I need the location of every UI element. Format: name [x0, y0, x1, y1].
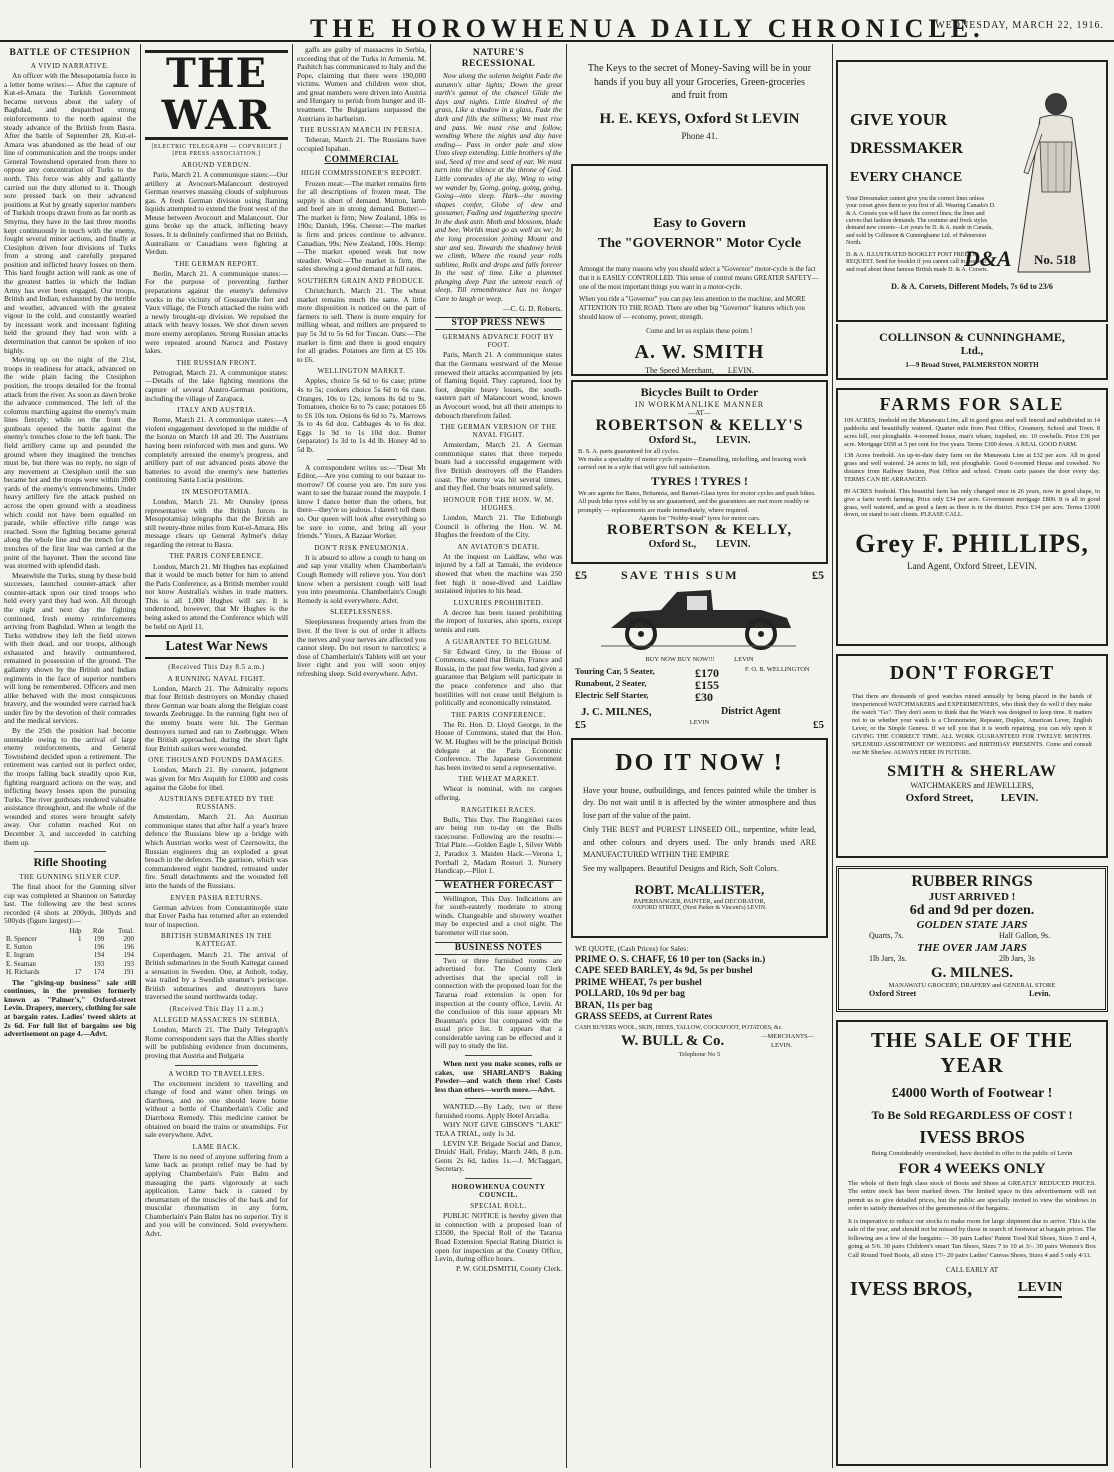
- article-paragraph: Christchurch, March 21. The wheat market remains much the same. A little more disposition is noticed on the part of farmers to sell. There is more enquiry for milling wheat, and millers are prepared to pay 5s 3d to 5s 6d for Tuscan. Oats:—The market is firm and there is good enquiry for all grades. Potatoes are firm at £5 10s to £6.: [297, 286, 426, 364]
- ad-robertson-kelly: [571, 380, 828, 564]
- ad-merchant-name: SMITH & SHERLAW: [887, 762, 1057, 780]
- article-paragraph: German advices from Constantinople state that Enver Pasha has returned after an extended tour of inspection.: [145, 902, 288, 929]
- headline-rifle-shooting: Rifle Shooting: [33, 855, 107, 870]
- ad-headline: SAVE THIS SUM: [621, 568, 739, 582]
- ad-address: Oxford St.,: [648, 538, 697, 550]
- ad-merchant-name: IVESS BROS: [919, 1127, 1025, 1147]
- subhead: THE GERMAN REPORT.: [174, 259, 259, 268]
- score-table-header: Hdp Rde Total.: [69, 927, 134, 936]
- subhead: RANGITIKEI RACES.: [461, 805, 536, 814]
- car-price: £30: [695, 690, 713, 704]
- classified-ad: LEVIN Y.P. Brigade Social and Dance, Druids' Hall, Friday, March 24th, 8 p.m. Gents 2s 6d, ladies 1s.—J. McTaggart, Secretary.: [435, 1138, 562, 1174]
- subhead: THE RUSSIAN FRONT.: [176, 358, 257, 367]
- column-rule: [140, 44, 141, 1468]
- ad-subhead: MANAWATU GROCERY, DRAPERY and GENERAL STORE: [888, 982, 1056, 989]
- ad-address: Oxford Street,: [905, 791, 974, 804]
- column-3: [297, 46, 426, 1468]
- subhead: HONOUR FOR THE HON. W. M. HUGHES.: [443, 495, 554, 512]
- subhead: DON'T RISK PNEUMONIA.: [314, 543, 409, 552]
- ad-g-milnes-rubber-rings: [836, 866, 1108, 1012]
- received-time: (Received This Day 8.5 a.m.): [168, 663, 265, 672]
- score-table: [4, 927, 136, 976]
- subhead: ITALY AND AUSTRIA.: [177, 406, 256, 415]
- notice-signature: P. W. GOLDSMITH, County Clerk.: [456, 1263, 562, 1273]
- table-row: H. Richards 17 174 191: [6, 967, 134, 976]
- ad-headline: FOR 4 WEEKS ONLY: [898, 1161, 1046, 1177]
- ad-subhead: JUST ARRIVED !: [928, 891, 1016, 903]
- subhead: LUXURIES PROHIBITED.: [453, 598, 544, 607]
- poem: Now along the solemn heights Fade the autumn's altar lights; Down the great earth's gamut of the chancel Glide the days and nights. Little kindred of the grass, Like a shadow in a glass, Fade the dark and fills the stillness; We must rise and pass. We must rise and follow, wending Where the nights and day have ending— Pass in order pale and slow Unto sleep extending. Little brothers of the sod, Seed of tree and seed of ear, We must turn into the silence at the throne of God. Little comrades of the sky, Wing to wing we wander by, Going, going, going, going, Going—into sleep. Hark—the moving shapes confer, Globe of dew and gossamer, Fading and ingathering spectre In the dusk astir. Moth and blossom, blade and bee, Worlds must go as well as we; In the long procession joining Mount and star and sea. Towards the shadowy brink we climb, Where the round year rolls sublime, Rolls and drops and falls forever In the vast of time. Like a plummet plunging deep Past the utmost reach of sleep, Till remembrance has no longer Care to laugh or weep.: [435, 71, 562, 304]
- ad-merchant-name: Grey F. PHILLIPS,: [855, 529, 1089, 559]
- subhead: GERMANS ADVANCE FOOT BY FOOT.: [442, 333, 555, 350]
- farm-listing: 109 ACRES, freehold on the Manawatu Line, all in good grass and well fenced and subdivided in 14 paddocks and beautifully watered. Quarter mile from Post Office, Creamery, School and Town. 8 acres hill, rest ploughable. 4-roomed house, man's whare, trapshed, etc. 10 cowbells. Price £36 per acre. Mortgage £650 at 5 per cent for five years. Terms £300 down. A REAL GOOD FARM.: [844, 417, 1100, 448]
- article-paragraph: By the 25th the position had become untenable owing to the arrival of large enemy reinforcements, and General Townshend decided upon a retirement. The retirement was carried out in perfect order, the troops falling back steadily upon Kut, fighting rearguard actions on the way, and inflicting heavy losses upon the pursuing Turks. The river gunboats rendered valuable assistance throughout, and the whole of the wounded and stores were brought safely away. Our column reached Kut on December 3, and succeeded in catching them up.: [4, 726, 136, 847]
- ad-location: LEVIN.: [716, 435, 751, 446]
- ad-he-keys: [571, 48, 828, 160]
- subhead: ENVER PASHA RETURNS.: [170, 893, 263, 902]
- article-paragraph: London, March 21. The Admiralty reports that four British destroyers on Monday chased three German war boats along the Belgian coast towards Zeebrugge. In the running fight two of the enemy boats were hit. The German destroyers turned and ran to Zeebrugge. When the British approached, during the short fight four British sailors were wounded.: [145, 683, 288, 753]
- ad-location: LEVIN.: [771, 1042, 793, 1050]
- ad-dressmaker-corsets: [836, 60, 1108, 322]
- subhead: IN MESOPOTAMIA.: [181, 487, 252, 496]
- ad-text: D. & A. ILLUSTRATED BOOKLET POST FREE ON REQUEST. Send for booklet if you cannot call in yourself and read about these famous British made D. & A. Corsets.: [846, 252, 989, 273]
- ad-text: Amongst the many reasons why you should select a "Governor" motor-cycle is the fact that it is EASILY CONTROLLED. This sense of control means GREATER SAFETY—one of the most important things you want in a motor-cycle.: [579, 266, 819, 291]
- article-paragraph: Paris, March 21. A communique states:—Our artillery at Avocourt-Malancourt destroyed German reserves massing clouds of sulphurous gas. A fresh German division using flaming liquids attempted to extend the front west of the Meuse between Avocourt and Malancourt. Our guns broke up the attack, inflicting heavy losses. It is definitely confirmed that no British, Australians or Canadians were fighting at Verdun.: [145, 170, 288, 257]
- advertorial: When next you make scones, rolls or cakes, use SHARLAND'S Baking Powder—and watch them rise! Costs less than others—worth more.—Advt.: [435, 1059, 562, 1094]
- ad-text: When you ride a "Governor" you can pay less attention to the machine, and MORE ATTENTION TO THE ROAD. There are other big "Governor" features which you should know of — economy, power, strength.: [579, 296, 806, 322]
- article-paragraph: At the inquest on Laidlaw, who was injured by a fall at Tamaki, the evidence showed that when the machine was 250 feet high it nose-dived and Laidlaw sustained injuries to his head.: [435, 551, 562, 596]
- telegraph-credit: [ELECTRIC TELEGRAPH — COPYRIGHT.] [PER PRESS ASSOCIATION.]: [151, 144, 282, 157]
- ad-terms: F. O. B. WELLINGTON: [745, 666, 810, 673]
- car-illustration: [591, 584, 806, 654]
- column-rule: [566, 44, 567, 1468]
- ad-smith-sherlaw: [836, 654, 1108, 858]
- ad-price-line: Half Gallon, 9s.: [999, 931, 1051, 940]
- price-line: BRAN, 11s per bag: [575, 1000, 653, 1011]
- ad-phone: Telephone No 5: [678, 1051, 721, 1059]
- classified-ad: WANTED.—By Lady, two or three furnished rooms. Apply Hotel Arcadia.: [435, 1102, 562, 1120]
- ad-text: Your Dressmaker cannot give you the correct lines unless your corset gives them to you first of all. Wearing Canada's D. & A. Corsets you will have the correct lines; the lines and curves that fashion demands. The costume and frock styles demand new corsets—Let yours be D. & A. made in Canada, and sold by Collinson & Cunninghame Ltd. of Palmerston North.: [846, 196, 996, 246]
- model-number: No. 518: [1034, 252, 1076, 267]
- article-paragraph: London, March 21. By consent, judgment was given for Mrs Asquith for £1000 and costs against the Globe for libel.: [145, 765, 288, 792]
- article-paragraph: There is no need of anyone suffering from a lame back as prompt relief may be had by applying Chamberlain's Pain Balm and massaging the parts vigorously at each application. Lame back is caused by rheumatism of the muscles of the back and for muscular rheumatism in any form, Chamberlain's Pain Balm has no superior. Try it and you will be convinced. Sold everywhere. Advt.: [145, 1151, 288, 1239]
- ad-location: LEVIN.: [727, 365, 754, 375]
- ad-price-tag: £5: [575, 568, 587, 582]
- subhead: A GUARANTEE TO BELGIUM.: [445, 637, 552, 646]
- ad-location: LEVIN.: [1000, 791, 1039, 804]
- ad-tagline: The Speed Merchant,: [645, 365, 714, 375]
- ad-collinson-cunninghame: [836, 324, 1108, 380]
- headline-latest-war-news: Latest War News: [145, 635, 288, 659]
- classified-ad: WHY NOT GIVE GIBSON'S "LAKE" TEA A TRIAL, only 1s 3d.: [435, 1120, 562, 1139]
- table-row: E. Seaman 193 193: [6, 959, 134, 968]
- article-paragraph: Apples, choice 5s 6d to 6s case; prime 4s to 5s; cookers choice 5s 6d to 6s case. Oranges, 10s to 12s; lemons 8s 6d to 9s. Tomatoes, choice 6s to 7s case; potatoes £6 to £6 10s ton. Onions 6s 6d to 7s. Marrows 3s to 4s 6d doz. Cabbages 4s to 6s doz. Eggs 1s 9d to 1s 10d doz. Butter (separator) 1s 3d to 1s 4d lb. Honey 4d to 5d lb.: [297, 376, 426, 454]
- ad-headline: DO IT NOW !: [615, 750, 784, 776]
- ad-merchant-name: G. MILNES.: [930, 965, 1014, 981]
- ad-merchant-name: J. C. MILNES,: [581, 706, 652, 718]
- article-paragraph: A decree has been issued prohibiting the import of luxuries, also sports, except tennis and rum.: [435, 607, 562, 634]
- ad-subhead: PAPERHANGER, PAINTER, and DECORATOR,: [633, 897, 766, 905]
- article-paragraph: It is absurd to allow a cough to hang on and sap your vitality when Chamberlain's Cough Remedy will relieve you. You don't know when a persistent cough will lead you into pneumonia. Chamberlain's Cough Remedy is sold everywhere. Advt.: [297, 552, 426, 605]
- car-model: Electric Self Starter,: [575, 690, 649, 700]
- ad-text: That there are thousands of good watches ruined annually by being placed in the hands of inexperienced WATCHMAKERS and EXPERIMENTERS, who think they do well if they make the watch "Go". They don't seem to think that the Watch was designed to keep time. It matters not to us whether your watch is a Chronometer, Repeater, Duplex, American Lever, English Lever, or the Simple Geneva. If we tell you that it is worth repairing, you can rely upon it GIVING THE CORRECT TIME. ALL WORK GUARANTEED FOR TWELVE MONTHS. SPLENDID ASSORTMENT OF WEDDING and BIRTHDAY PRESENTS. Come and consult our Mr Sherlaw. ALWAYS HERE IN FUTURE.: [852, 693, 1092, 756]
- ad-location: LEVIN: [1018, 1280, 1062, 1298]
- ad-cta: CALL EARLY AT: [945, 1265, 999, 1274]
- headline-stop-press: STOP PRESS NEWS: [435, 317, 562, 330]
- column-4: [435, 46, 562, 1468]
- masthead: [0, 0, 1114, 42]
- ad-tagline: Land Agent, Oxford Street, LEVIN.: [907, 561, 1037, 572]
- ad-text: See my wallpapers. Beautiful Designs and Rich, Soft Colors.: [583, 864, 779, 874]
- ad-aw-smith: [571, 164, 828, 376]
- ad-merchant-name: COLLINSON & CUNNINGHAME,: [879, 330, 1065, 344]
- subhead: SLEEPLESSNESS.: [330, 608, 393, 617]
- subhead: THE PARIS CONFERENCE.: [169, 552, 264, 561]
- article-paragraph: An officer with the Mesopotamia force in a letter home writes:— After the capture of Kut-el-Amara the Turkish Government became nervous about the safety of Baghdad, and despatched strong reinforcements to the north against the steady advance of the British from Basra. After the battle of September 28, Kut-el-Amara was abandoned as the head of our line of communication and the troops under General Townshend operated from there to oppose any concentration of Turks to the north. This force was ably and gallantly carried out the duty allotted to it. Though sore pressed back on their advanced positions at Kut by greatly superior numbers of Turkish troops drawn from as far north as Smyrna, they have in the last three months kept continuously in touch with the enemy, fought several minor actions, and finally at Ctesiphon driven four divisions of Turks from a strong and carefully prepared position and inflicted heavy losses on them. This hard fought action will rank as one of the greatest battles in which the Indian Army has ever been engaged. Our troops, British and Indian, exhausted by the terrible and weather, advanced with the greatest vigour in the cold, and constantly wearied by incessant work and incessant fighting held the ground they had won with a determination that cannot be spoken of too highly.: [4, 71, 136, 355]
- notice-subtitle: SPECIAL ROLL.: [470, 1202, 527, 1211]
- column-2: [145, 46, 288, 1468]
- ad-text: It is imperative to reduce our stocks to make room for large shipment due to arrive. This is the sale of the year, and should not be missed by those in search of footwear at bargain prices. The following are a few of the bargains:— 30 pairs Ladies' Patent Tood Kid Shoes, Sizes 3 and 4, going at 5/6. 30 pairs Children's smart Tan Shoes, Sizes 7 to 10 at 3/-. 30 pairs Women's Box Calf Round Toed Boots, all sizes 17/- 20 pairs Ladies' Canvas Shoes, Sizes 4 and 5 only 4/11.: [848, 1217, 1096, 1259]
- article-paragraph: London, March 21. The Daily Telegraph's Rome correspondent says that the Allies shortly will be publishing evidence from documents, proving that Austria and Bulgaria: [145, 1025, 288, 1060]
- subhead: THE WHEAT MARKET.: [458, 775, 539, 784]
- headline-business-notes: BUSINESS NOTES: [435, 942, 562, 955]
- ad-headline: The "GOVERNOR" Motor Cycle: [597, 236, 802, 251]
- article-paragraph: A correspondent writes us:—"Dear Mr Editor,—Are you coming to our bazaar to-morrow? Of course you are. I'm sure you want to see the bazaar round the maypole. I know I dance better than the others, but there—they're so jealous. I daren't tell them so. Our queen will look after everything so be sure to come, and bring all your friends." Yours, A Bazaar Worker.: [297, 462, 426, 541]
- ad-headline: FARMS FOR SALE: [879, 394, 1065, 414]
- ad-headline: GIVE YOUR: [850, 110, 948, 129]
- ad-merchant-name: ROBERTSON & KELLY'S: [595, 417, 804, 434]
- ad-location: Levin.: [1029, 989, 1051, 998]
- article-paragraph: Amsterdam, March 21. A German communique states that three torpedo boats had a successful engagement with five British destroyers off the Flanders coast. The enemy was hit several times, and they fled. Our boats returned safely.: [435, 440, 562, 493]
- article-paragraph: Frozen meat:—The market remains firm for all descriptions of frozen meat. The supply is short of demand. Mutton, lamb and beef are in strong demand. Butter:—The market is firm; New Zealand, 186s to 190s; Danish, 196s. Cheese:—The market is firm and prices continue to advance. Canadian, 99s; New Zealand, 100s. Hemp:—The market opened weak but now steadier. Wool:—The market is firm, the sales showing a good demand at full rates.: [297, 178, 426, 274]
- ad-headline: To Be Sold REGARDLESS OF COST !: [871, 1108, 1073, 1122]
- farm-listing: 138 Acres freehold. An up-to-date dairy farm on the Manawatu Line at £32 per acre. All in good grass and well watered. 24 acres in hill, rest ploughable. Good 6-roomed House and cowshed. No distance from Railway Station, Post Office and school. Cream carts passes the door every day. TERMS CAN BE ARRANGED.: [844, 452, 1100, 484]
- ad-text: Have your house, outbuildings, and fences painted while the timber is dry. Do not wait until it is affected by the winter atmosphere and thus lose part of the value of the paint.: [583, 786, 816, 820]
- car-price: £155: [695, 678, 719, 692]
- ad-text: CASH BUYERS WOOL, SKIN, HIDES, TALLOW, COCKSFOOT, POTATOES, &c.: [575, 1025, 783, 1032]
- ad-jc-milnes-car: [571, 568, 828, 734]
- subhead: A VIVID NARRATIVE.: [30, 62, 110, 71]
- subhead: ALLEGED MASSACRES IN SERBIA.: [152, 1016, 281, 1025]
- subhead: WELLINGTON MARKET.: [317, 367, 406, 376]
- ad-price: 6d and 9d per dozen.: [909, 903, 1035, 918]
- ad-price-tag: £5: [813, 719, 824, 731]
- ad-at: —AT—: [688, 409, 711, 417]
- article-paragraph: The Rt. Hon. D. Lloyd George, in the House of Commons, stated that the Hon. W. M. Hughes will be the principal British delegate at the Paris Economic Conference. The Japanese Government has been invited to send a representative.: [435, 719, 562, 772]
- article-paragraph: Bulls, This Day. The Rangitikei races are being run to-day on the Bulls racecourse. Following are the results:— Trial Plate.—Golden Eagle 1, Silver Webb 2, Paradox 3. Maiden Hack.—Verona 1, Porthall 2, Madam Rostori 3. Nursery Handicap.—Pilot 1.: [435, 814, 562, 876]
- article-paragraph: Sleeplessness frequently arises from the liver. If the liver is out of order it affects the nerves and your nerves are affected you cannot sleep. Do not resort to narcotics; a dose of Chamberlain's Tablets will set your liver right and you will soon enjoy refreshing sleep. Sold everywhere. Advt.: [297, 617, 426, 678]
- car-model: Touring Car, 5 Seater,: [575, 666, 655, 676]
- headline-the-war: THE WAR: [145, 50, 288, 140]
- divider: [465, 1055, 532, 1056]
- ad-merchant-name: ROBERTSON & KELLY,: [606, 521, 793, 538]
- ad-phone: Phone 41.: [681, 130, 718, 141]
- ad-subhead: IN WORKMANLIKE MANNER: [634, 400, 765, 409]
- divider: [465, 1178, 532, 1179]
- article-paragraph: The excitement incident to travelling and change of food and water often brings on diarrhoea, and no one should leave home without a bottle of Chamberlain's Colic and Diarrhoea Remedy. This medicine cannot be obtained on board the trains or steamships. For sale everywhere. Advt.: [145, 1078, 288, 1140]
- table-row: E. Ingram 194 194: [6, 951, 134, 960]
- ad-headline: DON'T FORGET: [889, 662, 1055, 684]
- ad-address: Oxford St.,: [648, 435, 697, 446]
- subhead: A WORD TO TRAVELLERS.: [168, 1069, 265, 1078]
- headline-battle-ctesiphon: BATTLE OF CTESIPHON: [9, 48, 131, 58]
- price-line: PRIME O. S. CHAFF, £6 10 per ton (Sacks in.): [575, 955, 766, 965]
- subhead: THE GERMAN VERSION OF THE NAVAL FIGHT.: [440, 423, 557, 440]
- table-row: E. Sutton 196 196: [6, 943, 134, 952]
- subhead: THE PARIS CONFERENCE.: [451, 710, 546, 719]
- ad-headline: DRESSMAKER: [850, 140, 963, 157]
- ad-headline: WE QUOTE, (Cash Prices) for Sales:: [575, 944, 689, 953]
- ad-merchant-name: A. W. SMITH: [634, 340, 765, 363]
- car-model: Runabout, 2 Seater,: [575, 678, 647, 688]
- ad-price-tag: £5: [575, 719, 586, 731]
- subhead: AUSTRIANS DEFEATED BY THE RUSSIANS.: [158, 795, 275, 812]
- ad-headline: £4000 Worth of Footwear !: [891, 1086, 1053, 1101]
- article-paragraph: London, March 21. Mr Ounsley (press representative with the British forces in Mesopotamia) telegraphs that the British are still twenty-three miles from Kut-el-Amara. His message clears up General Aylmer's delay regarding the retreat to Basra.: [145, 496, 288, 549]
- ad-tagline: —MERCHANTS—: [761, 1033, 815, 1041]
- divider: [465, 1098, 532, 1099]
- subhead: BRITISH SUBMARINES IN THE KATTEGAT.: [161, 932, 272, 949]
- column-1: [4, 46, 136, 1468]
- ad-text: Only THE BEST and PUREST LINSEED OIL, turpentine, white lead, and other colours and dryers used. The only brands used ARE MANUFACTURED WITHIN THE EMPIRE: [583, 825, 816, 859]
- ad-price-line: Quarts, 7s.: [869, 931, 904, 940]
- article-paragraph: Two or three furnished rooms are advertised for. The County Clerk advertises that the special roll in connection with the proposed loan for the Tararua road extension is open for inspection at the county office, Levin. At the conclusion of this issue appears Mr Beauman's price list compared with the usual price list. It appears that a considerable saving can be effected and it will pay to study the list.: [435, 955, 562, 1051]
- advertorial: The "giving-up business" sale still continues, in the premises formerly known as "Palmer's," Oxford-street Levin. Drapery, mercery, clothing for sale at bargain rates. Ladies' tweed skirts at 2s 6d. For full list of bargains see big advertisement on page 4.—Advt.: [4, 977, 136, 1039]
- ad-cta: Come and let us explain these points !: [646, 326, 753, 335]
- price-line: PRIME WHEAT, 7s per bushel: [575, 977, 702, 988]
- ad-headline: Easy to Govern: [653, 216, 746, 231]
- price-line: POLLARD, 10s 9d per bag: [575, 989, 685, 1000]
- ad-location: LEVIN: [689, 719, 710, 726]
- ad-cta: BUY NOW BUY NOW!!!: [645, 656, 715, 663]
- article-paragraph: gaffs are guilty of massacres in Serbia, exceeding that of the Turks in Armenia. M. Pashitch has communicated to Italy and the Pope, claiming that there were 190,000 victims. Women and children were shot, and great numbers were driven into Austria and Hungary to perish from hunger and ill-treatment. The Bulgarians surpassed the Austrians in barbarism.: [297, 46, 426, 123]
- car-price: £170: [695, 666, 719, 680]
- notice-title: HOROWHENUA COUNTY COUNCIL.: [451, 1182, 546, 1200]
- ad-text: The Keys to the secret of Money-Saving will be in your hands if you buy all your Groceries, Green-groceries and fruit from: [587, 63, 812, 101]
- divider: [175, 1065, 258, 1066]
- ad-address: 1—9 Broad Street, PALMERSTON NORTH: [905, 361, 1039, 369]
- subhead: THE RUSSIAN MARCH IN PERSIA.: [299, 126, 424, 135]
- ad-merchant-name: ROBT. McALLISTER,: [634, 881, 765, 897]
- ad-address: OXFORD STREET, (Next Parker & Vincent's) LEVIN.: [632, 904, 767, 911]
- ad-headline: Bicycles Built to Order: [640, 385, 759, 399]
- newspaper-title: THE HOROWHENUA DAILY CHRONICLE.: [310, 14, 985, 43]
- price-line: GRASS SEEDS, at Current Rates: [575, 1011, 713, 1022]
- ad-price-line: 2lb Jars, 3s: [999, 954, 1035, 963]
- price-line: CAPE SEED BARLEY, 4s 9d, 5s per bushel: [575, 966, 753, 977]
- article-paragraph: Amsterdam, March 21. An Austrian communique states that after half a year's brave defence the Russians blew up a bridge with which Austrian works west of Czernowitz, the Russian engineers dug an exploded a great breach in the defences. The garrison, which was commandeered eight hundred, retreated under fire. Small detachments and the wounded fell into the hands of the Russians.: [145, 812, 288, 890]
- ad-text: We make a speciality of motor cycle repairs—Enamelling, nickelling, and brazing work carried out in a style that will give full satisfaction.: [578, 456, 807, 472]
- article-paragraph: Petrograd, March 21. A communique states:—Details of the lake fighting mentions the capture of several Austro-German positions, including the village of Zarapaca.: [145, 367, 288, 403]
- article-paragraph: London, March 21. Mr Hughes has explained that it would be much better for him to attend the Paris Conference, as a British member could not know Australia's wishes in trade matters. This is all 1,000 Hughes will say. It is understood, however, that Mr Hughes is the being asked to attend the Conference which will be held on April 11.: [145, 561, 288, 631]
- headline-natures-recessional: NATURE'S RECESSIONAL: [461, 48, 536, 70]
- subhead: AN AVIATOR'S DEATH.: [457, 542, 540, 551]
- article-paragraph: London, March 21. The Edinburgh Council is offering the Hon. W. M. Hughes the freedom of the City.: [435, 512, 562, 540]
- divider: [327, 459, 396, 460]
- da-logo: D&A: [964, 246, 1012, 271]
- ad-product: THE OVER JAM JARS: [917, 942, 1027, 954]
- ad-headline: RUBBER RINGS: [911, 873, 1033, 890]
- subhead: A RUNNING NAVAL FIGHT.: [167, 674, 266, 683]
- notice-body: PUBLIC NOTICE is hereby given that in connection with a proposed loan of £3500, the Special Roll of the Tararua Road Extension Special Rating District is open for inspection at the County Office, Levin, during office hours.: [435, 1211, 562, 1264]
- ad-merchant-name: H. E. KEYS, Oxford St LEVIN: [599, 110, 800, 127]
- subhead: THE GUNNING SILVER CUP.: [19, 873, 121, 882]
- table-row: B. Spencer 1 199 200: [6, 935, 134, 944]
- ad-text: B. S. A. parts guaranteed for all cycles.: [578, 448, 680, 455]
- ad-grey-phillips-farms: [836, 388, 1108, 646]
- ad-text: We are agents for Bates, Britannia, and Barnet-Glass tyres for motor cycles and push bikes. All push bike tyres sold by us are guaranteed, and the guarantees are met more readily or promptly — replacements are made immediately, where required.: [578, 490, 816, 514]
- ad-location: LEVIN.: [716, 538, 751, 550]
- article-paragraph: Copenhagen, March 21. The arrival of British submarines in the South Kattegat caused a sensation in Sweden. One, at Anholt, today, was trailed by a Swedish steamer's periscope. British submarines and destroyers have traversed the sound northwards today.: [145, 949, 288, 1002]
- article-paragraph: Wheat is nominal, with no cargoes offering.: [435, 784, 562, 802]
- headline-commercial: COMMERCIAL: [324, 155, 399, 166]
- headline-weather-forecast: WEATHER FORECAST: [435, 880, 562, 893]
- column-rule: [292, 44, 293, 1468]
- ad-text: Agents for "Nobby-tread" tyres for motor cars.: [638, 514, 761, 522]
- ad-price-range: D. & A. Corsets, Different Models, 7s 6d to 23/6: [891, 282, 1053, 291]
- ad-headline: THE SALE OF THE YEAR: [870, 1028, 1074, 1077]
- article-paragraph: Wellington, This Day. Indications are for south-easterly moderate to strong winds. Changeable and showery weather may be expected and a cool night. The barometer will rise soon.: [435, 893, 562, 938]
- subhead: SOUTHERN GRAIN AND PRODUCE.: [297, 276, 426, 285]
- column-rule: [832, 44, 833, 1468]
- ad-headline: TYRES ! TYRES !: [651, 474, 748, 489]
- article-paragraph: Paris, March 21. A communique states that the Germans westward of the Meuse renewed their attacks accompanied by jets of flaming liquid. They captured, foot by foot, despite heavy losses, the south-eastern part of Malancourt wood, known as Avocourt wood, but all their attempts to debouch therefrom failed.: [435, 350, 562, 420]
- divider: [34, 851, 106, 852]
- article-paragraph: Rome, March 21. A communique states:—A violent engagement developed in the middle of the Isonzo on March 18 and 20. The Austrians having been reinforced with men and guns. We completely arrested the enemy's progress, and artillery part of our advanced posts above the batteries to avoid the enemy's new batteries continuing Santa Lucia positions.: [145, 415, 288, 485]
- article-paragraph: Berlin, March 21. A communique states:—For the purpose of preventing further preparations against the enemy's defensive works in the vicinity of Gousanville fort and Vaux village, the French attacked the ruins with a newly brought-up division. We repulsed the attack with heavy losses. We shot down seven more enemy aeroplanes. Strong Russian attacks were repeated around Narocz and Postavy lakes.: [145, 268, 288, 356]
- ad-agent: District Agent: [721, 706, 781, 717]
- article-paragraph: Teheran, March 21. The Russians have occupied Ispahan.: [297, 135, 426, 153]
- ad-price-tag: £5: [812, 568, 824, 582]
- issue-date: WEDNESDAY, MARCH 22, 1916.: [935, 20, 1104, 31]
- ad-merchant-name: IVESS BROS,: [850, 1277, 973, 1300]
- received-time: (Received This Day 11 a.m.): [169, 1005, 264, 1014]
- ad-address: Oxford Street: [869, 989, 917, 998]
- subhead: LAME BACK.: [192, 1142, 241, 1151]
- article-paragraph: The final shoot for the Gunning silver cup was completed at Shannon on Saturday last. The following are the best scores recorded (4 shots at 200yds, 300yds and 500yds (figure largest):—: [4, 882, 136, 926]
- ad-merchant-suffix: Ltd.,: [960, 345, 984, 357]
- farm-listing: 89 ACRES freehold. This beautiful farm has only changed once in 26 years, now in good shape, to give a farm worth farming. Price only £34 per acre. Government mortgage £800. It is all in good grass, well watered, and as good a farm as there is in the district. Price £34 per acre. Terms £1000 down, on stand to suit clients. PLEASE CALL.: [844, 487, 1100, 519]
- article-paragraph: Moving up on the night of the 21st, troops in readiness for attack, advanced on the wide plain facing the Ctesiphon position, the troops detailed for the frontal attack from the river. As soon as dawn broke the advance commenced. The left of the columns marching against the enemy's main lines fiercely; while on the front the gunboats opened the battle against the enemy's trenches close to the left bank. The field artillery came up and pounded the ground where they imagined the trenches must be, but there was no reply, no sign of any movement at Ctesiphon until the sun became hot and the troops were within 2000 yards of the enemy's entrenchments. Under heavy artillery fire the attack pushed on across the open ground with a steadiness which could not have been equalled on parade, while effective rifle range was reached. Soon the fighting became general along the whole line and the trench for the trenches of the first line was carried at the point of the bayonet. Then the second line was stormed with splendid dash.: [4, 355, 136, 571]
- subhead: AROUND VERDUN.: [181, 160, 252, 169]
- subhead: HIGH COMMISSIONER'S REPORT.: [301, 169, 422, 178]
- ad-location: LEVIN: [734, 656, 754, 663]
- ad-headline: EVERY CHANCE: [850, 170, 963, 185]
- ad-merchant-name: W. BULL & Co.: [621, 1033, 725, 1050]
- ad-product: GOLDEN STATE JARS: [916, 919, 1028, 931]
- article-paragraph: Meanwhile the Turks, stung by these bold successes, launched counter-attack after counter-attack upon our tired troops who held every yard they had won. All through the night and next day the fighting continued, fresh enemy reinforcements arriving from Baghdad. When at length the Turks withdrew they left the field strewn with their dead, and our troops, although exhausted and heavily outnumbered, remained in possession of the ground. The gallantry shown by the British and Indian regiments in the face of superior numbers will long be remembered. Officers and men alike behaved with the most conspicuous bravery, and the wounded were carried back under fire by the devotion of their comrades and the medical services.: [4, 570, 136, 726]
- article-paragraph: Sir Edward Grey, in the House of Commons, stated that Britain, France and Russia, in the past few weeks, had given a guarantee that Belgium will participate in the peace conference and also that hostilities will not cease until Belgium is politically and economically reinstated.: [435, 646, 562, 708]
- ad-ivess-bros-sale: [836, 1020, 1108, 1466]
- ad-robt-mcallister: [571, 738, 828, 938]
- column-rule: [430, 44, 431, 1468]
- ad-w-bull: [571, 942, 828, 1100]
- ad-text: The whole of their high class stock of Boots and Shoes at GREATLY REDUCED PRICES. The entire stock has been marked down. The limited space in this advertisement will not permit us to give detailed prices, but the public are specially invited to view the windows in order to satisfy themselves of the genuineness of the bargains.: [848, 1180, 1096, 1213]
- poem-author: —C. G. D. Roberts.: [503, 303, 562, 313]
- ad-subhead: WATCHMAKERS and JEWELLERS,: [910, 780, 1034, 790]
- subhead: ONE THOUSAND POUNDS DAMAGES.: [148, 756, 285, 765]
- ad-text: Being Considerably overstocked, have decided to offer to the public of Levin: [871, 1150, 1073, 1157]
- ad-price-line: 1lb Jars, 3s.: [869, 954, 907, 963]
